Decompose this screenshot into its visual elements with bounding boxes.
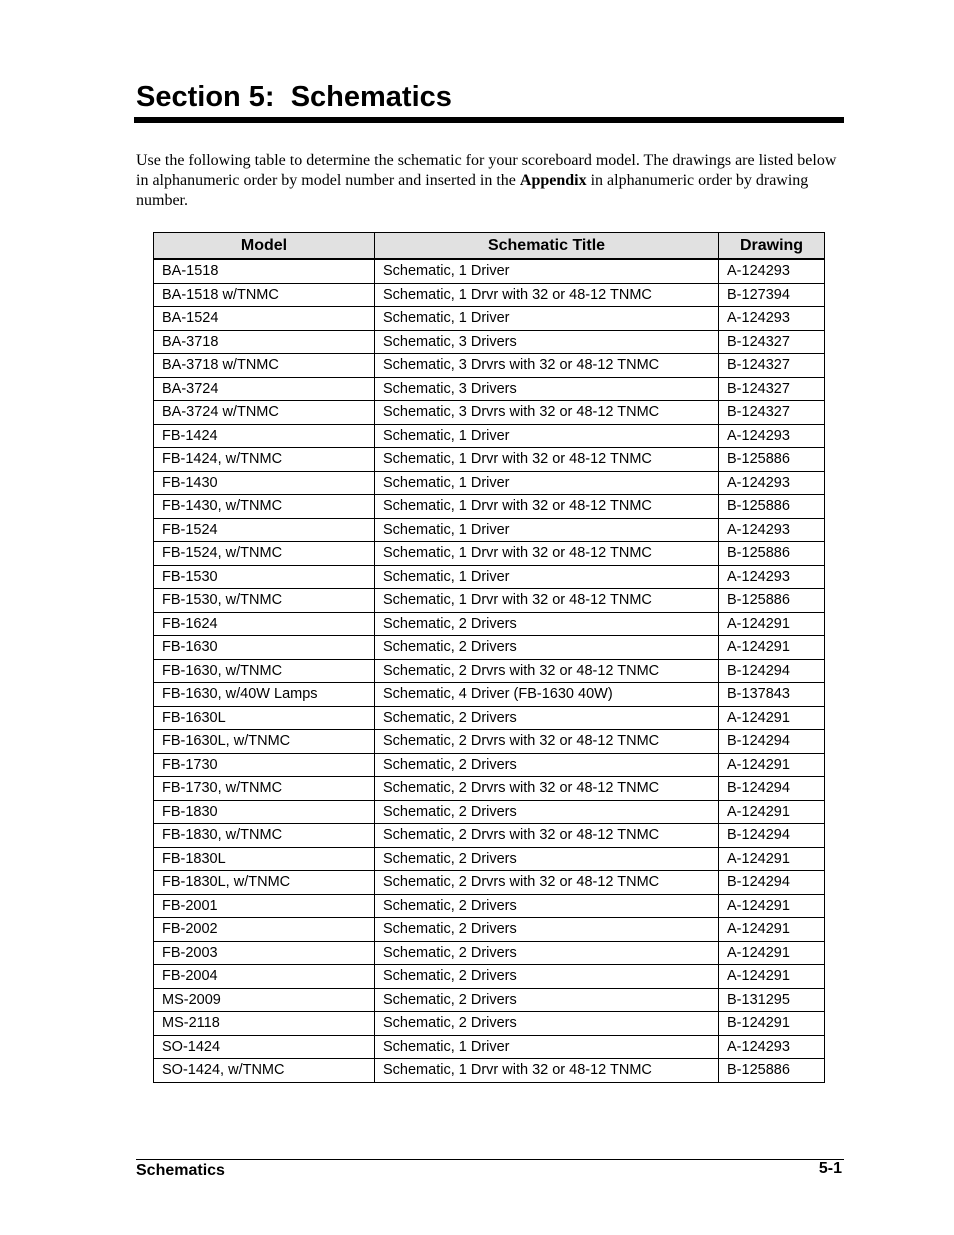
cell-drawing: B-125886 xyxy=(719,589,825,613)
cell-model: MS-2118 xyxy=(154,1012,375,1036)
table-row xyxy=(154,542,825,566)
table-row xyxy=(154,354,825,378)
header-drawing: Drawing xyxy=(719,233,825,260)
cell-drawing: A-124293 xyxy=(719,1035,825,1059)
cell-model: FB-2001 xyxy=(154,894,375,918)
cell-model: FB-1730, w/TNMC xyxy=(154,777,375,801)
table-row xyxy=(154,730,825,754)
cell-model: BA-1524 xyxy=(154,307,375,331)
cell-schematic-title: Schematic, 2 Drivers xyxy=(375,636,719,660)
table-row xyxy=(154,918,825,942)
header-model: Model xyxy=(154,233,375,260)
table-row xyxy=(154,894,825,918)
cell-schematic-title: Schematic, 1 Drvr with 32 or 48-12 TNMC xyxy=(375,589,719,613)
cell-model: FB-1830, w/TNMC xyxy=(154,824,375,848)
cell-drawing: A-124293 xyxy=(719,565,825,589)
table-row xyxy=(154,259,825,283)
cell-model: BA-3724 w/TNMC xyxy=(154,401,375,425)
cell-drawing: A-124293 xyxy=(719,259,825,283)
cell-schematic-title: Schematic, 1 Drvr with 32 or 48-12 TNMC xyxy=(375,448,719,472)
cell-drawing: A-124291 xyxy=(719,847,825,871)
cell-schematic-title: Schematic, 3 Drivers xyxy=(375,377,719,401)
intro-paragraph xyxy=(136,151,844,211)
cell-drawing: B-124294 xyxy=(719,824,825,848)
cell-drawing: B-131295 xyxy=(719,988,825,1012)
cell-drawing: A-124291 xyxy=(719,636,825,660)
cell-model: MS-2009 xyxy=(154,988,375,1012)
cell-model: FB-1524, w/TNMC xyxy=(154,542,375,566)
cell-drawing: B-137843 xyxy=(719,683,825,707)
cell-schematic-title: Schematic, 2 Drvrs with 32 or 48-12 TNMC xyxy=(375,824,719,848)
cell-model: FB-1524 xyxy=(154,518,375,542)
cell-schematic-title: Schematic, 3 Drvrs with 32 or 48-12 TNMC xyxy=(375,354,719,378)
cell-schematic-title: Schematic, 1 Driver xyxy=(375,518,719,542)
cell-model: FB-1530 xyxy=(154,565,375,589)
cell-drawing: A-124291 xyxy=(719,753,825,777)
cell-schematic-title: Schematic, 1 Driver xyxy=(375,1035,719,1059)
intro-text-2: in alphanumeric order by drawing number. xyxy=(136,172,809,209)
cell-drawing: B-124294 xyxy=(719,730,825,754)
table-row xyxy=(154,777,825,801)
table-header-row xyxy=(154,233,825,260)
cell-model: BA-3718 w/TNMC xyxy=(154,354,375,378)
cell-drawing: B-127394 xyxy=(719,283,825,307)
cell-schematic-title: Schematic, 1 Drvr with 32 or 48-12 TNMC xyxy=(375,1059,719,1083)
cell-schematic-title: Schematic, 3 Drvrs with 32 or 48-12 TNMC xyxy=(375,401,719,425)
table-row xyxy=(154,448,825,472)
cell-schematic-title: Schematic, 2 Drivers xyxy=(375,800,719,824)
cell-schematic-title: Schematic, 2 Drivers xyxy=(375,706,719,730)
table-row xyxy=(154,424,825,448)
table-row xyxy=(154,706,825,730)
table-row xyxy=(154,824,825,848)
cell-drawing: B-124294 xyxy=(719,777,825,801)
cell-model: FB-1424 xyxy=(154,424,375,448)
cell-drawing: A-124293 xyxy=(719,471,825,495)
cell-drawing: A-124291 xyxy=(719,612,825,636)
cell-drawing: A-124291 xyxy=(719,706,825,730)
cell-schematic-title: Schematic, 2 Drivers xyxy=(375,965,719,989)
table-row xyxy=(154,800,825,824)
table-row xyxy=(154,636,825,660)
cell-drawing: B-124291 xyxy=(719,1012,825,1036)
cell-schematic-title: Schematic, 1 Driver xyxy=(375,259,719,283)
cell-model: FB-2002 xyxy=(154,918,375,942)
table-row xyxy=(154,589,825,613)
table-row xyxy=(154,1059,825,1083)
cell-schematic-title: Schematic, 2 Drivers xyxy=(375,988,719,1012)
cell-drawing: A-124293 xyxy=(719,424,825,448)
cell-schematic-title: Schematic, 4 Driver (FB-1630 40W) xyxy=(375,683,719,707)
cell-model: BA-1518 w/TNMC xyxy=(154,283,375,307)
title-rule xyxy=(134,117,844,123)
table-row xyxy=(154,612,825,636)
table-row xyxy=(154,847,825,871)
cell-schematic-title: Schematic, 2 Drivers xyxy=(375,612,719,636)
cell-schematic-title: Schematic, 1 Drvr with 32 or 48-12 TNMC xyxy=(375,495,719,519)
cell-schematic-title: Schematic, 1 Driver xyxy=(375,307,719,331)
table-row xyxy=(154,1035,825,1059)
table-row xyxy=(154,941,825,965)
cell-model: BA-3718 xyxy=(154,330,375,354)
cell-drawing: B-124327 xyxy=(719,330,825,354)
cell-schematic-title: Schematic, 1 Drvr with 32 or 48-12 TNMC xyxy=(375,283,719,307)
schematics-table xyxy=(153,232,825,1083)
cell-schematic-title: Schematic, 2 Drvrs with 32 or 48-12 TNMC xyxy=(375,659,719,683)
cell-drawing: A-124291 xyxy=(719,965,825,989)
cell-drawing: B-125886 xyxy=(719,542,825,566)
cell-model: FB-2003 xyxy=(154,941,375,965)
cell-schematic-title: Schematic, 2 Drivers xyxy=(375,847,719,871)
cell-drawing: A-124293 xyxy=(719,518,825,542)
section-title: Section 5: Schematics xyxy=(136,81,452,113)
cell-model: FB-2004 xyxy=(154,965,375,989)
table-row xyxy=(154,565,825,589)
table-row xyxy=(154,988,825,1012)
cell-model: FB-1630 xyxy=(154,636,375,660)
cell-schematic-title: Schematic, 2 Drvrs with 32 or 48-12 TNMC xyxy=(375,777,719,801)
cell-model: SO-1424 xyxy=(154,1035,375,1059)
cell-model: FB-1424, w/TNMC xyxy=(154,448,375,472)
cell-schematic-title: Schematic, 2 Drivers xyxy=(375,941,719,965)
table-row xyxy=(154,753,825,777)
cell-model: FB-1830 xyxy=(154,800,375,824)
footer-rule xyxy=(136,1159,844,1160)
intro-appendix: Appendix xyxy=(519,172,587,189)
cell-schematic-title: Schematic, 2 Drivers xyxy=(375,1012,719,1036)
cell-schematic-title: Schematic, 1 Driver xyxy=(375,424,719,448)
table-row xyxy=(154,495,825,519)
footer-section-name: Schematics xyxy=(136,1162,225,1179)
cell-model: FB-1630L, w/TNMC xyxy=(154,730,375,754)
cell-drawing: B-125886 xyxy=(719,1059,825,1083)
cell-model: FB-1624 xyxy=(154,612,375,636)
cell-drawing: B-124294 xyxy=(719,871,825,895)
cell-schematic-title: Schematic, 2 Drivers xyxy=(375,918,719,942)
cell-schematic-title: Schematic, 1 Driver xyxy=(375,565,719,589)
cell-model: FB-1630, w/TNMC xyxy=(154,659,375,683)
table-row xyxy=(154,871,825,895)
cell-schematic-title: Schematic, 2 Drvrs with 32 or 48-12 TNMC xyxy=(375,730,719,754)
header-schematic-title: Schematic Title xyxy=(375,233,719,260)
cell-model: FB-1430, w/TNMC xyxy=(154,495,375,519)
table-row xyxy=(154,659,825,683)
cell-schematic-title: Schematic, 2 Drivers xyxy=(375,894,719,918)
cell-model: FB-1430 xyxy=(154,471,375,495)
table-row xyxy=(154,377,825,401)
cell-drawing: A-124291 xyxy=(719,941,825,965)
cell-model: BA-3724 xyxy=(154,377,375,401)
cell-drawing: B-124294 xyxy=(719,659,825,683)
table-row xyxy=(154,401,825,425)
cell-model: FB-1530, w/TNMC xyxy=(154,589,375,613)
table-row xyxy=(154,965,825,989)
cell-schematic-title: Schematic, 1 Driver xyxy=(375,471,719,495)
table-row xyxy=(154,1012,825,1036)
cell-model: FB-1830L, w/TNMC xyxy=(154,871,375,895)
cell-model: BA-1518 xyxy=(154,259,375,283)
cell-model: FB-1630L xyxy=(154,706,375,730)
cell-drawing: B-124327 xyxy=(719,377,825,401)
cell-schematic-title: Schematic, 3 Drivers xyxy=(375,330,719,354)
cell-model: FB-1730 xyxy=(154,753,375,777)
table-row xyxy=(154,283,825,307)
cell-schematic-title: Schematic, 2 Drivers xyxy=(375,753,719,777)
table-row xyxy=(154,518,825,542)
table-row xyxy=(154,683,825,707)
footer-page-number: 5-1 xyxy=(818,1160,842,1177)
intro-text-1: Use the following table to determine the schematic for your scoreboard model. The drawings are listed below in alphanumeric order by model number and inserted in the xyxy=(136,152,837,189)
cell-model: SO-1424, w/TNMC xyxy=(154,1059,375,1083)
cell-drawing: B-125886 xyxy=(719,495,825,519)
table-row xyxy=(154,471,825,495)
cell-model: FB-1630, w/40W Lamps xyxy=(154,683,375,707)
cell-schematic-title: Schematic, 1 Drvr with 32 or 48-12 TNMC xyxy=(375,542,719,566)
table-row xyxy=(154,330,825,354)
cell-drawing: A-124291 xyxy=(719,894,825,918)
cell-drawing: A-124291 xyxy=(719,800,825,824)
cell-drawing: B-124327 xyxy=(719,401,825,425)
table-row xyxy=(154,307,825,331)
cell-schematic-title: Schematic, 2 Drvrs with 32 or 48-12 TNMC xyxy=(375,871,719,895)
cell-drawing: B-124327 xyxy=(719,354,825,378)
cell-drawing: A-124293 xyxy=(719,307,825,331)
table-body xyxy=(154,259,825,1082)
cell-drawing: B-125886 xyxy=(719,448,825,472)
cell-drawing: A-124291 xyxy=(719,918,825,942)
cell-model: FB-1830L xyxy=(154,847,375,871)
